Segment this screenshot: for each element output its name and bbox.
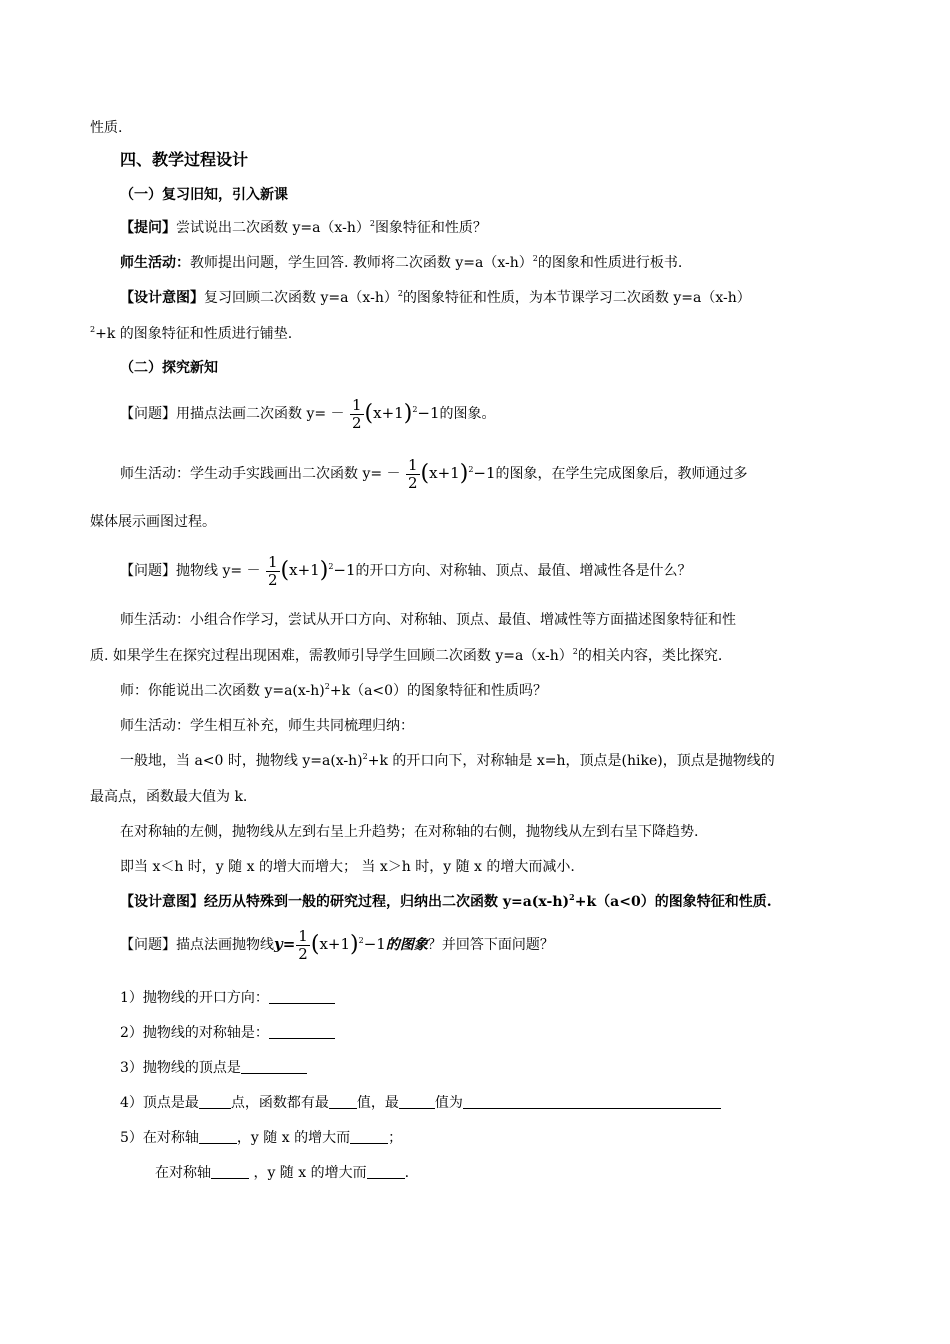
activity-line-cont: 媒体展示画图过程。 — [90, 514, 216, 530]
question-line: 【提问】尝试说出二次函数 $y=a(x-h)^2$图象特征和性质？ — [120, 219, 487, 236]
text-line: 性质. — [90, 120, 123, 136]
activity-line: 师生活动：学生相互补充，师生共同梳理归纳： — [120, 718, 414, 734]
answer-blank[interactable] — [350, 1129, 388, 1144]
design-intent-line-cont: $^2$+k 的图象特征和性质进行铺垫. — [90, 325, 293, 342]
answer-blank[interactable] — [269, 1024, 335, 1039]
exercise-item: 4）顶点是最 点，函数都有最 值，最 值为 — [120, 1093, 721, 1113]
fraction: $\frac{1}{2}$ — [408, 455, 418, 492]
teacher-line: 师：你能说出二次函数 $y=a(x-h)^2+k(a<0)$的图象特征和性质吗？ — [120, 682, 548, 699]
subsection-heading: （二）探究新知 — [120, 360, 218, 376]
problem-line: 【问题】抛物线 y= － $\frac{1}{2}$ $(x+1)^2-1$的开口方向、对称轴、顶点、最值、增减性各是什么？ — [120, 552, 692, 589]
activity-line: 师生活动：小组合作学习，尝试从开口方向、对称轴、顶点、最值、增减性等方面描述图象特征和性 — [120, 612, 736, 628]
answer-blank[interactable] — [199, 1129, 237, 1144]
answer-blank[interactable] — [367, 1164, 405, 1179]
activity-line: 师生活动：教师提出问题，学生回答. 教师将二次函数 $y=a(x-h)^2$的图象和性质进行板书. — [120, 254, 683, 271]
answer-blank[interactable] — [463, 1094, 721, 1109]
answer-blank[interactable] — [199, 1094, 231, 1109]
fraction: $\frac{1}{2}$ — [352, 395, 362, 432]
problem-line: 【问题】描点法画抛物线y= $\frac{1}{2}$ $(x+1)^2-1$的图象？并回答下面问题？ — [120, 926, 554, 963]
answer-blank[interactable] — [329, 1094, 357, 1109]
subsection-heading: （一）复习旧知，引入新课 — [120, 187, 288, 203]
summary-line: 一般地，当 a<0 时，抛物线 $y=a(x-h)^2+k$ 的开口向下，对称轴是 x=h，顶点是(hike)，顶点是抛物线的 — [120, 752, 775, 769]
exercise-item: 1）抛物线的开口方向： — [120, 988, 335, 1008]
exercise-item: 3）抛物线的顶点是 — [120, 1058, 307, 1078]
activity-line-cont: 质. 如果学生在探究过程出现困难，需教师引导学生回顾二次函数 $y=a(x-h)^2$的相关内容，类比探究. — [90, 647, 723, 664]
exercise-item: 5）在对称轴 ，y 随 x 的增大而 ； — [120, 1130, 403, 1146]
design-intent-line: 【设计意图】复习回顾二次函数 $y=a(x-h)^2$的图象特征和性质，为本节课学习二次函数 y=a（x-h） — [120, 289, 751, 306]
fraction: $\frac{1}{2}$ — [298, 926, 308, 963]
exercise-item: 2）抛物线的对称轴是： — [120, 1023, 335, 1043]
activity-line: 师生活动：学生动手实践画出二次函数 y= － $\frac{1}{2}$ $(x+1)^2-1$的图象，在学生完成图象后，教师通过多 — [120, 455, 748, 492]
answer-blank[interactable] — [269, 989, 335, 1004]
summary-line: 即当 x＜h 时，y 随 x 的增大而增大； 当 x＞h 时，y 随 x 的增大而减小. — [120, 859, 575, 875]
answer-blank[interactable] — [399, 1094, 435, 1109]
section-heading: 四、教学过程设计 — [120, 150, 249, 169]
problem-line: 【问题】用描点法画二次函数 y= － $\frac{1}{2}$ $(x+1)^2-1$的图象。 — [120, 395, 496, 432]
answer-blank[interactable] — [211, 1164, 249, 1179]
summary-line-cont: 最高点，函数最大值为 k. — [90, 789, 248, 805]
answer-blank[interactable] — [241, 1059, 307, 1074]
summary-line: 在对称轴的左侧，抛物线从左到右呈上升趋势；在对称轴的右侧，抛物线从左到右呈下降趋势. — [120, 824, 699, 840]
fraction: $\frac{1}{2}$ — [268, 552, 278, 589]
design-intent-line: 【设计意图】经历从特殊到一般的研究过程，归纳出二次函数 $y=a(x-h)^2+k(a<0)$的图象特征和性质. — [120, 892, 772, 910]
exercise-item: 在对称轴 ，y 随 x 的增大而 . — [155, 1165, 410, 1181]
